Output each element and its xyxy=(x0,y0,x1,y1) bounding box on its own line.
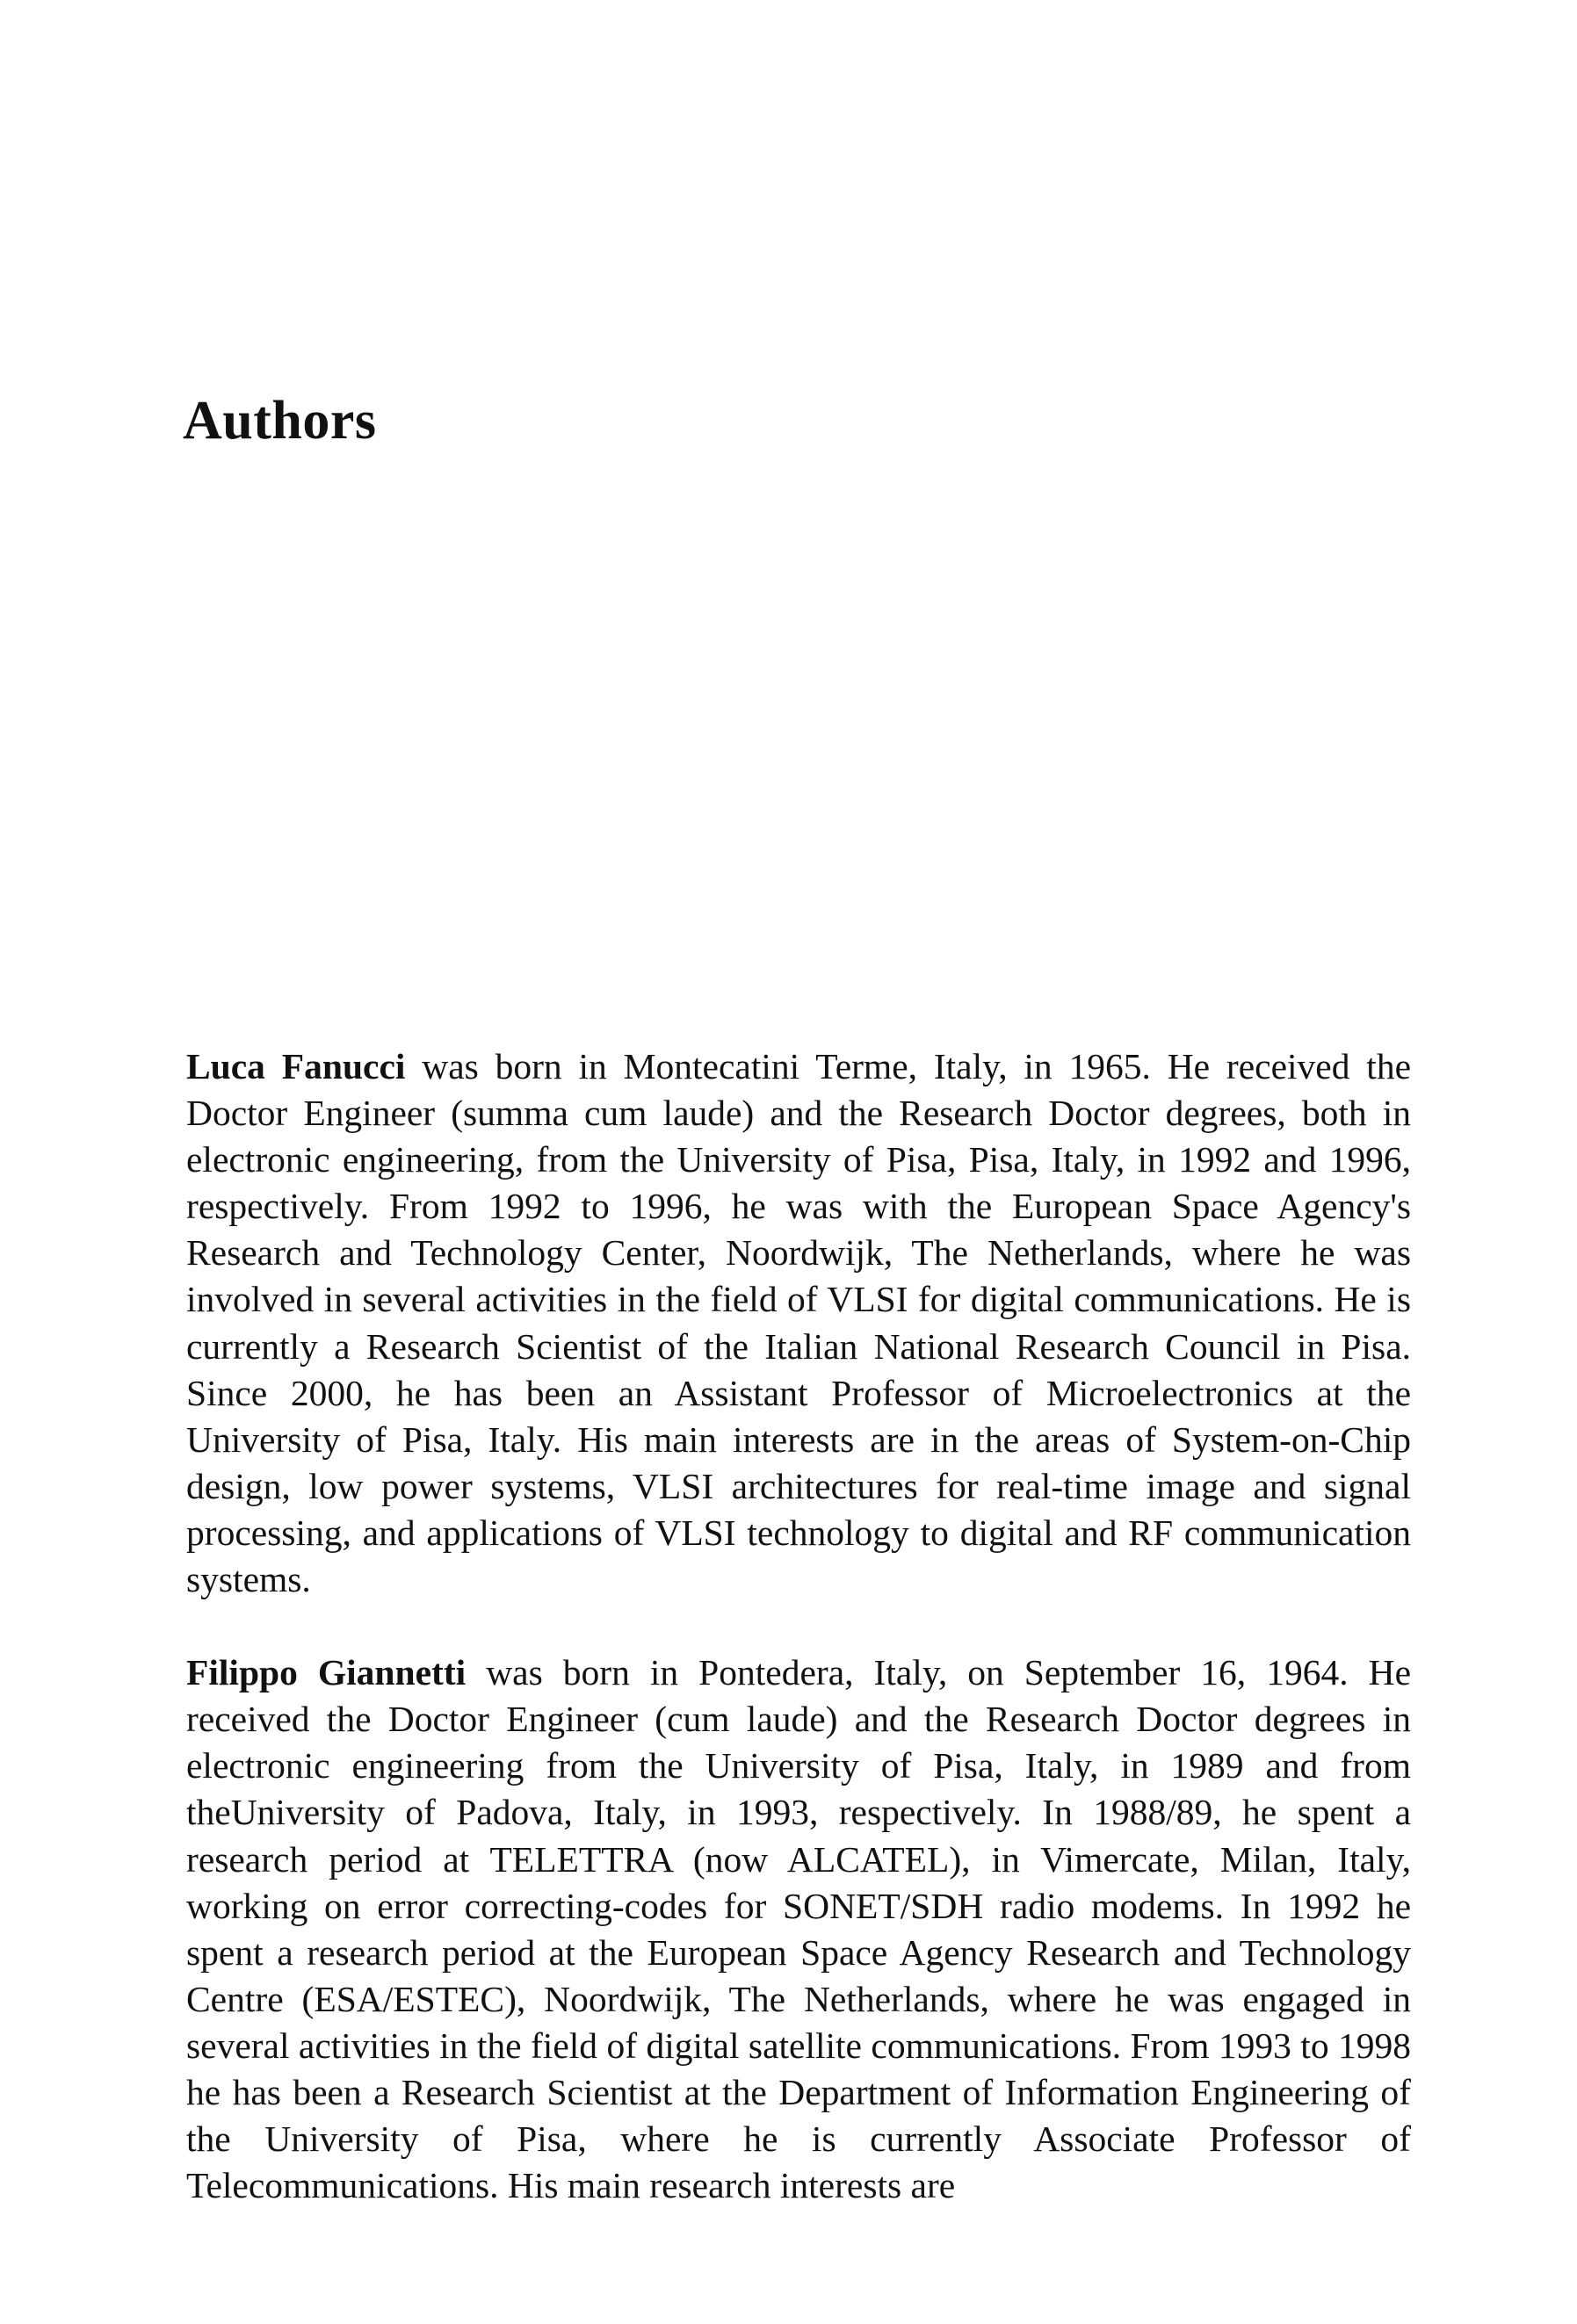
author-bio-giannetti xyxy=(186,1649,1411,2209)
author-bio-fanucci xyxy=(186,1043,1411,1603)
author-bios xyxy=(186,1043,1411,2209)
page-title: Authors xyxy=(183,391,377,451)
author-name: Luca Fanucci xyxy=(186,1046,406,1086)
author-bio-text: was born in Montecatini Terme, Italy, in 1965. He received the Doctor Engineer (summa cum laude) and the Research Doctor degrees, both in electronic engineering, from the University of Pisa, Pisa, Italy, in 1992 and 1996, respectively. From 1992 to 1996, he was with the European Space Agency's Research and Technology Center, Noordwijk, The Netherlands, where he was involved in several activities in the field of VLSI for digital communications. He is currently a Research Scientist of the Italian National Research Council in Pisa. Since 2000, he has been an Assistant Professor of Microelectronics at the University of Pisa, Italy. His main interests are in the areas of System-on-Chip design, low power systems, VLSI architectures for real-time image and signal processing, and applications of VLSI technology to digital and RF communication systems. xyxy=(186,1046,1411,1600)
author-name: Filippo Giannetti xyxy=(186,1652,467,1693)
author-bio-text: was born in Pontedera, Italy, on September 16, 1964. He received the Doctor Engineer (cum laude) and the Research Doctor degrees in electronic engineering from the University of Pisa, Italy, in 1989 and from theUniversity of Padova, Italy, in 1993, respectively. In 1988/89, he spent a research period at TELETTRA (now ALCATEL), in Vimercate, Milan, Italy, working on error correcting-codes for SONET/SDH radio modems. In 1992 he spent a research period at the European Space Agency Research and Technology Centre (ESA/ESTEC), Noordwijk, The Netherlands, where he was engaged in several activities in the field of digital satellite communications. From 1993 to 1998 he has been a Research Scientist at the Department of Information Engineering of the University of Pisa, where he is currently Associate Professor of Telecommunications. His main research interests are xyxy=(186,1652,1411,2206)
